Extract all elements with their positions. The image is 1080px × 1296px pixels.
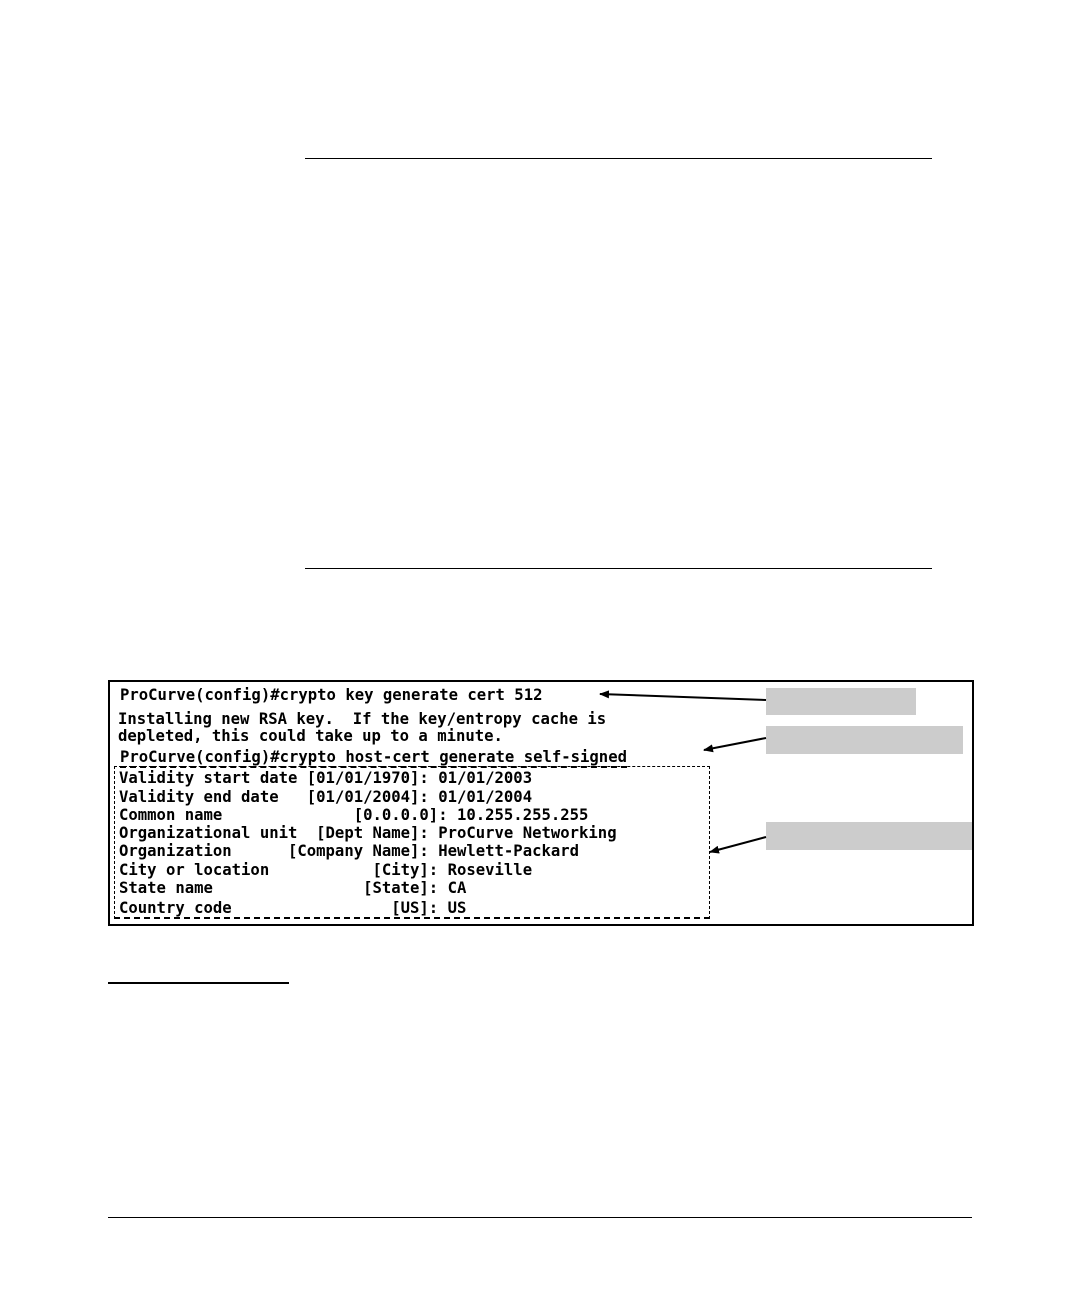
footer-rule — [108, 1217, 972, 1218]
arrow-to-cert-fields — [710, 837, 766, 852]
terminal-line-state: State name [State]: CA — [119, 879, 467, 897]
caption-rule — [108, 982, 289, 984]
terminal-line-key-generate: ProCurve(config)#crypto key generate cert 512 — [120, 686, 543, 704]
terminal-line-installing: Installing new RSA key. If the key/entropy cache is — [118, 710, 607, 728]
terminal-screenshot — [108, 680, 974, 926]
terminal-line-host-cert-generate: ProCurve(config)#crypto host-cert generate self-signed — [120, 748, 627, 766]
top-horizontal-rule — [305, 158, 932, 159]
terminal-line-organization: Organization [Company Name]: Hewlett-Packard — [119, 842, 580, 860]
terminal-line-validity-end: Validity end date [01/01/2004]: 01/01/2004 — [119, 788, 533, 806]
callout-arrows — [110, 682, 972, 924]
terminal-line-city: City or location [City]: Roseville — [119, 861, 533, 879]
terminal-line-country: Country code [US]: US — [119, 899, 467, 917]
arrow-to-host-cert — [704, 738, 766, 750]
terminal-line-common-name: Common name [0.0.0.0]: 10.255.255.255 — [119, 806, 589, 824]
terminal-line-depleted: depleted, this could take up to a minute. — [118, 727, 503, 745]
terminal-line-validity-start: Validity start date [01/01/1970]: 01/01/2003 — [119, 769, 533, 787]
middle-horizontal-rule — [305, 568, 932, 569]
terminal-line-org-unit: Organizational unit [Dept Name]: ProCurve Networking — [119, 824, 617, 842]
arrow-to-key-generate — [600, 694, 766, 700]
